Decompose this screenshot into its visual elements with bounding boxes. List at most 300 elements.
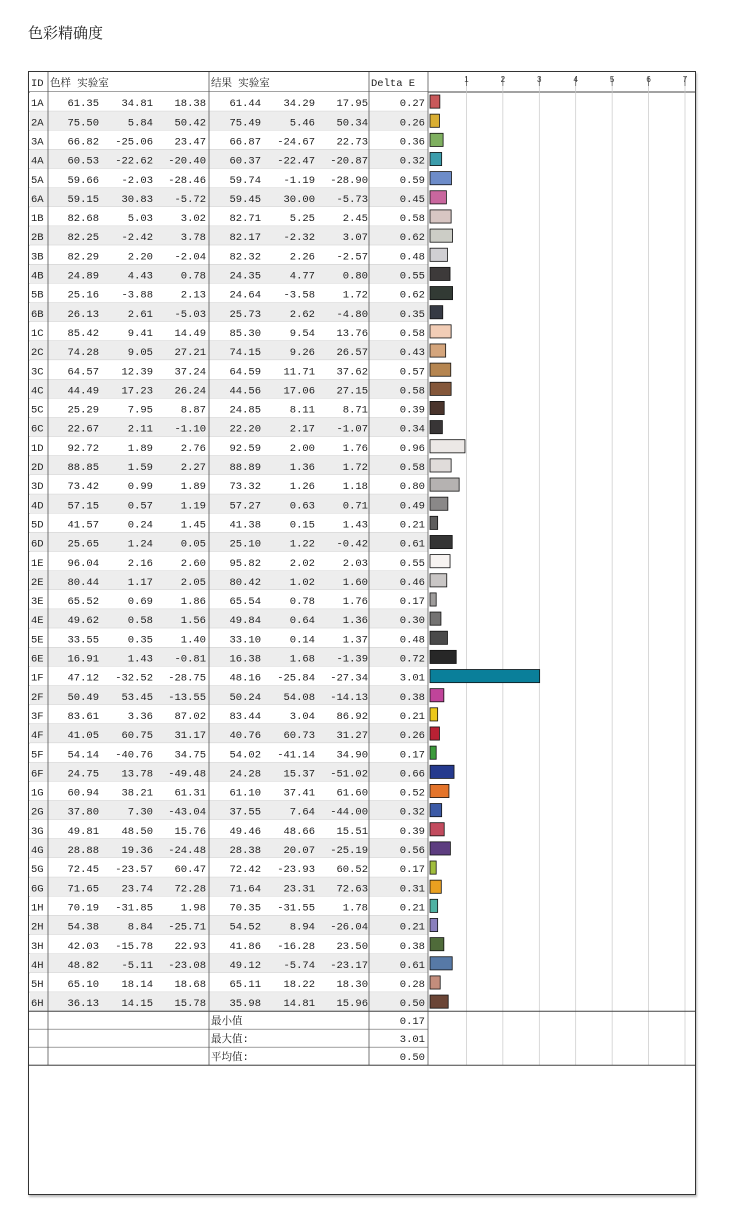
result-value: 1.60 (342, 576, 368, 589)
result-value: 60.73 (283, 730, 315, 743)
delta-e-value: 0.27 (399, 98, 425, 111)
sample-value: 2.13 (180, 289, 206, 302)
delta-e-value: 0.96 (399, 442, 425, 455)
sample-value: 25.29 (67, 404, 99, 417)
delta-e-value: 0.21 (399, 710, 425, 723)
result-value: 1.72 (342, 462, 368, 474)
sample-value: 36.13 (67, 998, 99, 1011)
patch-id: 3G (31, 825, 44, 838)
result-value: 50.24 (229, 691, 261, 704)
delta-e-value: 0.34 (399, 423, 425, 436)
result-value: 60.52 (336, 864, 368, 877)
result-value: 74.15 (229, 347, 261, 360)
sample-value: -5.11 (121, 959, 153, 972)
delta-e-bar (430, 804, 442, 817)
sample-value: -3.88 (121, 289, 153, 302)
sample-value: 47.12 (67, 672, 99, 685)
sample-value: 34.81 (121, 98, 153, 111)
sample-value: 13.78 (121, 768, 153, 781)
sample-value: 2.16 (127, 557, 153, 570)
result-value: -16.28 (277, 940, 315, 953)
result-value: 72.63 (336, 883, 368, 896)
sample-value: 2.11 (127, 423, 153, 436)
sample-value: 23.74 (121, 883, 153, 896)
result-value: -41.14 (277, 749, 315, 762)
sample-value: -25.06 (115, 136, 153, 149)
sample-value: 14.49 (174, 327, 206, 340)
delta-e-value: 0.48 (399, 634, 425, 647)
patch-id: 2H (31, 921, 44, 934)
sample-value: 0.58 (127, 615, 153, 628)
result-value: 82.71 (229, 213, 261, 226)
sample-value: 5.03 (127, 213, 153, 226)
patch-id: 2E (31, 576, 44, 589)
sample-value: 73.42 (67, 481, 99, 494)
x-tick-label: 1 (464, 75, 469, 84)
delta-e-bar (430, 593, 436, 606)
delta-e-value: 0.62 (399, 289, 425, 302)
result-value: 48.16 (229, 672, 261, 685)
delta-e-bar (430, 382, 451, 395)
delta-e-value: 0.35 (399, 308, 425, 321)
sample-value: 26.13 (67, 308, 99, 321)
delta-e-value: 3.01 (399, 672, 425, 685)
delta-e-value: 0.39 (399, 825, 425, 838)
result-value: 31.27 (336, 730, 368, 743)
sample-value: 72.28 (174, 883, 206, 896)
delta-e-value: 0.26 (399, 117, 425, 130)
delta-e-value: 0.55 (399, 270, 425, 283)
sample-value: -23.08 (168, 959, 206, 972)
delta-e-value: 0.58 (399, 213, 425, 226)
result-value: 60.37 (229, 155, 261, 168)
sample-value: 72.45 (67, 864, 99, 877)
delta-e-bar (430, 401, 444, 414)
delta-e-value: 0.32 (399, 806, 425, 819)
sample-value: 0.05 (180, 538, 206, 551)
result-value: 8.94 (289, 921, 315, 934)
sample-value: 44.49 (67, 385, 99, 398)
sample-value: 26.24 (174, 385, 206, 398)
result-value: 48.66 (283, 825, 315, 838)
result-value: 35.98 (229, 998, 261, 1011)
result-value: 30.00 (283, 193, 315, 206)
x-tick-label: 4 (573, 75, 578, 84)
patch-id: 6C (31, 423, 44, 436)
patch-id: 6H (31, 998, 44, 1011)
patch-id: 1F (31, 672, 44, 685)
x-tick-label: 3 (537, 75, 542, 84)
result-value: 13.76 (336, 327, 368, 340)
result-value: 49.84 (229, 615, 261, 628)
table-header (29, 72, 695, 92)
delta-e-value: 0.36 (399, 136, 425, 149)
delta-e-bar (430, 899, 438, 912)
delta-e-bar (430, 172, 451, 185)
delta-e-value: 0.31 (399, 883, 425, 896)
patch-id: 1E (31, 557, 44, 570)
result-value: 49.12 (229, 959, 261, 972)
result-value: 22.73 (336, 136, 368, 149)
result-value: 61.60 (336, 787, 368, 800)
sample-value: 96.04 (67, 557, 99, 570)
sample-value: 37.24 (174, 366, 206, 379)
sample-value: 14.15 (121, 998, 153, 1011)
delta-e-bar (430, 344, 446, 357)
result-value: -4.80 (336, 308, 368, 321)
sample-value: 82.25 (67, 232, 99, 245)
delta-e-bar (430, 229, 453, 242)
patch-id: 3A (31, 136, 44, 149)
sample-value: 65.10 (67, 979, 99, 992)
result-value: 24.85 (229, 404, 261, 417)
delta-e-bar (430, 976, 440, 989)
delta-e-value: 0.17 (399, 864, 425, 877)
result-value: 2.00 (289, 442, 315, 455)
delta-e-value: 0.61 (399, 959, 425, 972)
delta-e-bar (430, 133, 443, 146)
delta-e-value: 0.61 (399, 538, 425, 551)
sample-value: 2.20 (127, 251, 153, 264)
sample-value: 64.57 (67, 366, 99, 379)
delta-e-bar (430, 689, 444, 702)
patch-id: 5D (31, 519, 44, 532)
sample-value: 2.27 (180, 462, 206, 474)
delta-e-bar (430, 842, 450, 855)
delta-e-bar (430, 267, 450, 280)
patch-id: 4E (31, 615, 44, 628)
result-value: 7.64 (289, 806, 315, 819)
x-tick-label: 6 (646, 75, 651, 84)
result-value: 83.44 (229, 710, 261, 723)
sample-value: 66.82 (67, 136, 99, 149)
result-value: 0.80 (342, 270, 368, 283)
sample-value: -2.04 (174, 251, 206, 264)
page-title: 色彩精确度 (28, 24, 104, 42)
result-value: 65.11 (229, 979, 261, 992)
delta-e-bar (430, 248, 447, 261)
patch-id: 6B (31, 308, 44, 321)
patch-id: 1A (31, 98, 44, 111)
result-value: 1.78 (342, 902, 368, 915)
result-value: 8.71 (342, 404, 368, 417)
result-value: 1.37 (342, 634, 368, 647)
delta-e-bar (430, 650, 456, 663)
result-value: 15.51 (336, 825, 368, 838)
result-value: 5.46 (289, 117, 315, 130)
patch-id: 5E (31, 634, 44, 647)
sample-value: 0.57 (127, 500, 153, 513)
delta-e-value: 0.66 (399, 768, 425, 781)
sample-value: 27.21 (174, 347, 206, 360)
result-value: 64.59 (229, 366, 261, 379)
delta-e-value: 0.49 (399, 500, 425, 513)
result-value: 26.57 (336, 347, 368, 360)
result-value: 2.62 (289, 308, 315, 321)
result-value: 2.45 (342, 213, 368, 226)
result-value: 59.74 (229, 174, 261, 187)
sample-value: 23.47 (174, 136, 206, 149)
sample-value: 0.99 (127, 481, 153, 494)
result-value: 1.72 (342, 289, 368, 302)
result-value: 24.28 (229, 768, 261, 781)
result-value: 37.41 (283, 787, 315, 800)
result-value: 54.02 (229, 749, 261, 762)
result-value: 15.96 (336, 998, 368, 1011)
sample-value: 42.03 (67, 940, 99, 953)
patch-id: 4H (31, 959, 44, 972)
result-value: -27.34 (330, 672, 368, 685)
sample-value: 1.45 (180, 519, 206, 532)
delta-e-bar (430, 191, 446, 204)
delta-e-bar (430, 459, 451, 472)
sample-value: -2.42 (121, 232, 153, 245)
sample-value: 0.24 (127, 519, 153, 532)
delta-e-bar (430, 363, 451, 376)
delta-e-bar (430, 516, 438, 529)
result-value: 34.29 (283, 98, 315, 111)
delta-e-bar (430, 95, 440, 108)
sample-value: -23.57 (115, 864, 153, 877)
delta-e-value: 0.32 (399, 155, 425, 168)
delta-e-bar (430, 555, 450, 568)
sample-value: 88.85 (67, 462, 99, 474)
result-value: 92.59 (229, 442, 261, 455)
result-value: 5.25 (289, 213, 315, 226)
delta-e-bar (430, 957, 452, 970)
result-value: 61.44 (229, 98, 261, 111)
sample-value: 60.53 (67, 155, 99, 168)
sample-value: 3.02 (180, 213, 206, 226)
result-value: 16.38 (229, 653, 261, 666)
delta-e-value: 0.59 (399, 174, 425, 187)
result-value: 57.27 (229, 500, 261, 513)
sample-value: 7.95 (127, 404, 153, 417)
patch-id: 2F (31, 691, 44, 704)
result-value: 0.14 (289, 634, 315, 647)
patch-id: 5F (31, 749, 44, 762)
delta-e-bar (430, 708, 438, 721)
result-value: 9.26 (289, 347, 315, 360)
patch-id: 2D (31, 462, 44, 474)
sample-value: 48.82 (67, 959, 99, 972)
result-value: 0.71 (342, 500, 368, 513)
patch-id: 5C (31, 404, 44, 417)
delta-e-value: 0.45 (399, 193, 425, 206)
delta-e-value: 0.30 (399, 615, 425, 628)
result-value: 50.34 (336, 117, 368, 130)
sample-value: 0.78 (180, 270, 206, 283)
result-value: 25.10 (229, 538, 261, 551)
delta-e-value: 0.56 (399, 845, 425, 857)
column-header-sample: 色样 实验室 (50, 78, 109, 90)
result-value: 86.92 (336, 710, 368, 723)
sample-value: 70.19 (67, 902, 99, 915)
delta-e-bar (430, 574, 447, 587)
sample-value: 85.42 (67, 327, 99, 340)
sample-value: 2.61 (127, 308, 153, 321)
patch-id: 3D (31, 481, 44, 494)
patch-id: 5H (31, 979, 44, 992)
result-value: -0.42 (336, 538, 368, 551)
sample-value: 28.88 (67, 845, 99, 857)
delta-e-value: 0.50 (399, 998, 425, 1011)
result-value: 25.73 (229, 308, 261, 321)
summary-value: 0.50 (399, 1052, 425, 1065)
patch-id: 5A (31, 174, 44, 187)
result-value: 23.50 (336, 940, 368, 953)
sample-value: 92.72 (67, 442, 99, 455)
result-value: 9.54 (289, 327, 315, 340)
sample-value: 31.17 (174, 730, 206, 743)
patch-id: 1D (31, 442, 44, 455)
sample-value: 1.98 (180, 902, 206, 915)
delta-e-bar (430, 631, 447, 644)
sample-value: -49.48 (168, 768, 206, 781)
result-value: 24.64 (229, 289, 261, 302)
result-value: 3.07 (342, 232, 368, 245)
x-tick-label: 5 (609, 75, 615, 84)
delta-e-bar (430, 727, 439, 740)
patch-id: 4D (31, 500, 44, 513)
sample-value: 49.62 (67, 615, 99, 628)
sample-value: -15.78 (115, 940, 153, 953)
result-value: 2.02 (289, 557, 315, 570)
sample-value: 18.38 (174, 98, 206, 111)
result-value: 0.15 (289, 519, 315, 532)
sample-value: 2.05 (180, 576, 206, 589)
patch-id: 3H (31, 940, 44, 953)
result-value: 59.45 (229, 193, 261, 206)
result-value: 1.26 (289, 481, 315, 494)
result-value: 85.30 (229, 327, 261, 340)
sample-value: 18.14 (121, 979, 153, 992)
sample-value: 17.23 (121, 385, 153, 398)
sample-value: -28.75 (168, 672, 206, 685)
sample-value: 82.68 (67, 213, 99, 226)
summary-value: 3.01 (399, 1034, 425, 1047)
sample-value: 9.05 (127, 347, 153, 360)
result-value: 44.56 (229, 385, 261, 398)
result-value: 65.54 (229, 596, 261, 609)
result-value: -1.19 (283, 174, 315, 187)
result-value: 41.38 (229, 519, 261, 532)
result-value: 1.76 (342, 596, 368, 609)
delta-e-value: 0.80 (399, 481, 425, 494)
result-value: 15.37 (283, 768, 315, 781)
delta-e-bar (430, 995, 448, 1008)
result-value: -51.02 (330, 768, 368, 781)
sample-value: 34.75 (174, 749, 206, 762)
sample-value: 60.75 (121, 730, 153, 743)
sample-value: 59.15 (67, 193, 99, 206)
delta-e-value: 0.26 (399, 730, 425, 743)
result-value: 71.64 (229, 883, 261, 896)
result-value: 17.06 (283, 385, 315, 398)
patch-id: 3B (31, 251, 44, 264)
sample-value: 57.15 (67, 500, 99, 513)
sample-value: 1.86 (180, 596, 206, 609)
sample-value: 65.52 (67, 596, 99, 609)
sample-value: 22.93 (174, 940, 206, 953)
sample-value: 1.59 (127, 462, 153, 474)
delta-e-bar (430, 612, 441, 625)
sample-value: -1.10 (174, 423, 206, 436)
sample-value: 5.84 (127, 117, 153, 130)
result-value: 1.43 (342, 519, 368, 532)
sample-value: 2.60 (180, 557, 206, 570)
result-value: 1.76 (342, 442, 368, 455)
summary-label: 最小值 (211, 1016, 243, 1029)
result-value: -28.90 (330, 174, 368, 187)
patch-id: 6D (31, 538, 44, 551)
sample-value: 0.35 (127, 634, 153, 647)
delta-e-bar (430, 287, 453, 300)
result-value: 40.76 (229, 730, 261, 743)
patch-id: 4B (31, 270, 44, 283)
delta-e-value: 0.46 (399, 576, 425, 589)
result-value: 2.03 (342, 557, 368, 570)
sample-value: -13.55 (168, 691, 206, 704)
sample-value: 16.91 (67, 653, 99, 666)
sample-value: 61.31 (174, 787, 206, 800)
sample-value: -43.04 (168, 806, 206, 819)
result-value: -31.55 (277, 902, 315, 915)
sample-value: -5.72 (174, 193, 206, 206)
sample-value: 61.35 (67, 98, 99, 111)
result-value: -22.47 (277, 155, 315, 168)
result-value: -2.57 (336, 251, 368, 264)
delta-e-value: 0.17 (399, 749, 425, 762)
result-value: -23.93 (277, 864, 315, 877)
patch-id: 2A (31, 117, 44, 130)
result-value: 37.55 (229, 806, 261, 819)
result-value: 24.35 (229, 270, 261, 283)
result-value: -3.58 (283, 289, 315, 302)
result-value: 82.17 (229, 232, 261, 245)
patch-id: 2C (31, 347, 44, 360)
result-value: 72.42 (229, 864, 261, 877)
delta-e-bar (430, 306, 443, 319)
delta-e-bar (430, 421, 442, 434)
summary-value: 0.17 (399, 1016, 425, 1029)
delta-e-value: 0.58 (399, 462, 425, 474)
result-value: 28.38 (229, 845, 261, 857)
result-value: 41.86 (229, 940, 261, 953)
delta-e-bar (430, 746, 436, 759)
sample-value: 15.78 (174, 998, 206, 1011)
result-value: -44.00 (330, 806, 368, 819)
result-value: -5.73 (336, 193, 368, 206)
sample-value: -28.46 (168, 174, 206, 187)
sample-value: 12.39 (121, 366, 153, 379)
result-value: 3.04 (289, 710, 315, 723)
sample-value: 41.05 (67, 730, 99, 743)
patch-id: 3E (31, 596, 44, 609)
patch-id: 6E (31, 653, 44, 666)
summary-label: 平均值: (211, 1052, 249, 1065)
result-value: -1.39 (336, 653, 368, 666)
result-value: 1.68 (289, 653, 315, 666)
sample-value: -24.48 (168, 845, 206, 857)
delta-e-bar (430, 784, 449, 797)
result-value: 95.82 (229, 557, 261, 570)
sample-value: -31.85 (115, 902, 153, 915)
patch-id: 1G (31, 787, 44, 800)
delta-e-value: 0.58 (399, 385, 425, 398)
patch-id: 3F (31, 710, 44, 723)
sample-value: 83.61 (67, 710, 99, 723)
